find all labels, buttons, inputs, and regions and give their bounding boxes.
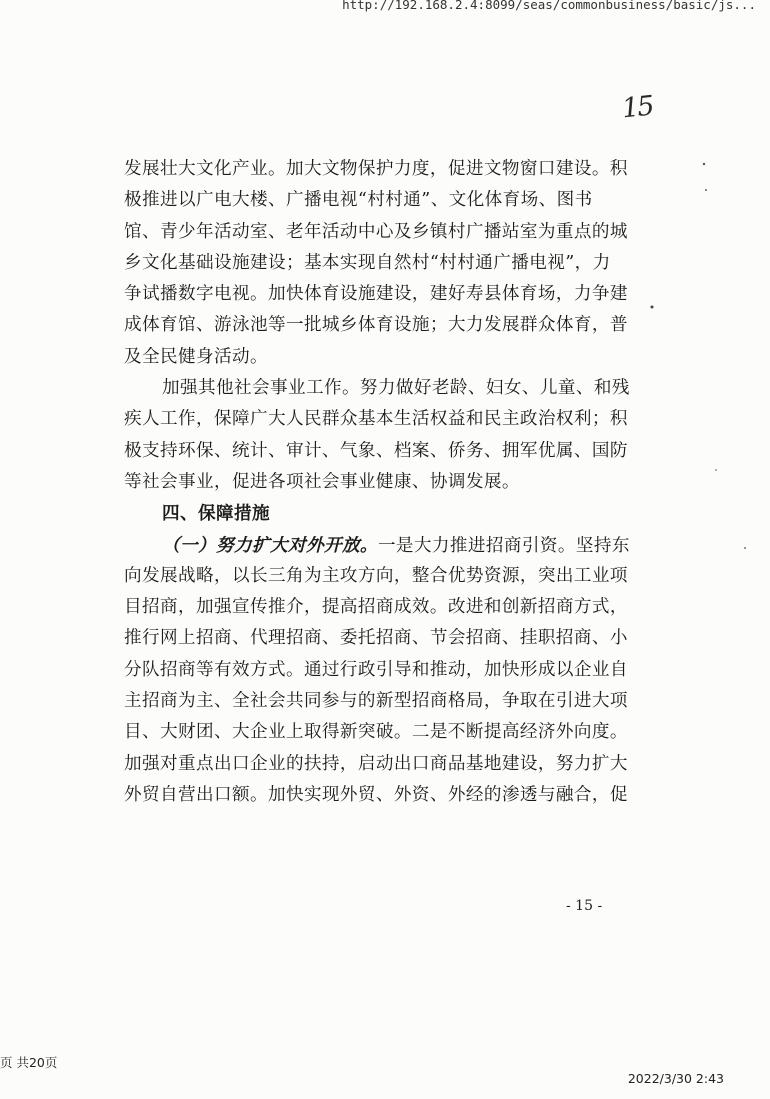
text-line: 争试播数字电视。加快体育设施建设，建好寿县体育场，力争建 bbox=[124, 284, 628, 305]
footer-page-count: 页 共20页 bbox=[0, 1055, 58, 1070]
text-line: 极推进以广电大楼、广播电视“村村通”、文化体育场、图书 bbox=[124, 190, 593, 211]
text-line: 馆、青少年活动室、老年活动中心及乡镇村广播站室为重点的城 bbox=[124, 221, 628, 242]
print-url-header: http://192.168.2.4:8099/seas/commonbusiness/basic/js... bbox=[342, 0, 756, 12]
text-line: 主招商为主、全社会共同参与的新型招商格局，争取在引进大项 bbox=[124, 691, 628, 712]
text-line: 目招商，加强宣传推介，提高招商成效。改进和创新招商方式， bbox=[124, 597, 628, 618]
text-line: 等社会事业，促进各项社会事业健康、协调发展。 bbox=[124, 471, 520, 492]
section-heading: 四、保障措施 bbox=[162, 503, 270, 525]
text-line: 加强其他社会事业工作。努力做好老龄、妇女、儿童、和残 bbox=[162, 378, 630, 399]
text-line: 推行网上招商、代理招商、委托招商、节会招商、挂职招商、小 bbox=[124, 628, 628, 649]
text-line: 成体育馆、游泳池等一批城乡体育设施；大力发展群众体育，普 bbox=[124, 315, 628, 336]
speck bbox=[744, 547, 746, 549]
text-line: 加强对重点出口企业的扶持，启动出口商品基地建设，努力扩大 bbox=[124, 753, 628, 774]
text-line: 极支持环保、统计、审计、气象、档案、侨务、拥军优属、国防 bbox=[124, 440, 628, 461]
text-line: 向发展战略，以长三角为主攻方向，整合优势资源，突出工业项 bbox=[124, 565, 628, 586]
text-run: 一是大力推进招商引资。坚持东 bbox=[377, 535, 630, 556]
handwritten-page-number: 15 bbox=[620, 90, 654, 125]
speck bbox=[651, 306, 654, 309]
text-line: 分队招商等有效方式。通过行政引导和推动，加快形成以企业自 bbox=[124, 659, 628, 680]
speck bbox=[703, 163, 705, 165]
speck bbox=[705, 189, 707, 191]
text-line: 目、大财团、大企业上取得新突破。二是不断提高经济外向度。 bbox=[124, 722, 628, 743]
text-line: 及全民健身活动。 bbox=[124, 346, 268, 367]
speck bbox=[715, 469, 717, 471]
text-line: 乡文化基础设施建设；基本实现自然村“村村通广播电视”，力 bbox=[124, 252, 611, 273]
sub-heading: （一）努力扩大对外开放。 bbox=[162, 534, 378, 556]
page-number: - 15 - bbox=[566, 898, 603, 914]
text-line: 疾人工作，保障广大人民群众基本生活权益和民主政治权利；积 bbox=[124, 409, 628, 430]
footer-timestamp: 2022/3/30 2:43 bbox=[627, 1071, 724, 1086]
text-line: 发展壮大文化产业。加大文物保护力度，促进文物窗口建设。积 bbox=[124, 159, 628, 179]
text-line: 外贸自营出口额。加快实现外贸、外资、外经的渗透与融合，促 bbox=[124, 784, 628, 805]
